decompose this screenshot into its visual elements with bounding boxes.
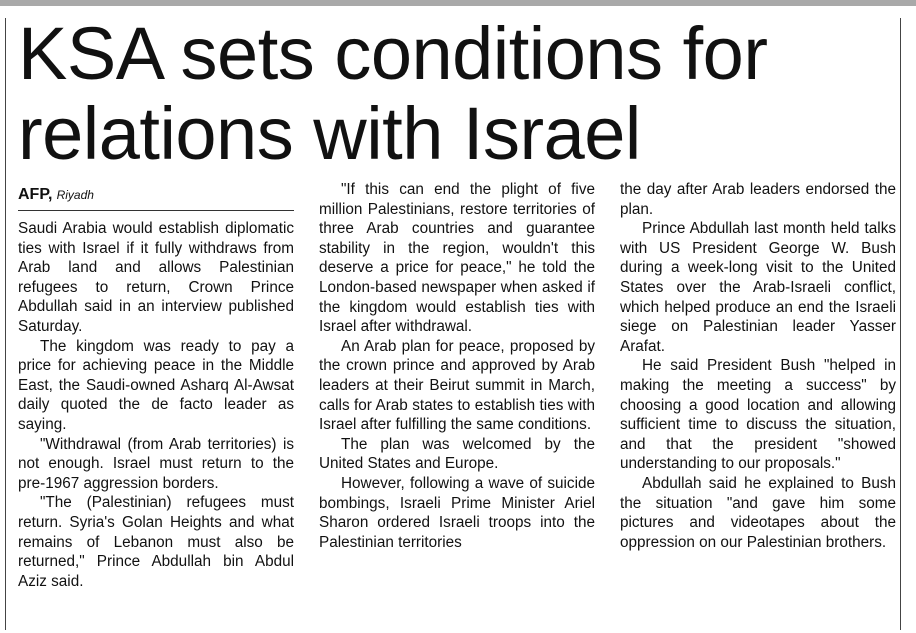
byline-place: Riyadh	[56, 188, 94, 202]
top-rule	[0, 0, 916, 6]
paragraph: He said President Bush "helped in making the meeting a success" by choosing a good location and allowing sufficient time to discuss the situation, and that the president "showed understanding to our proposals."	[620, 357, 896, 473]
article-column-2	[319, 180, 595, 552]
byline-agency: AFP,	[18, 186, 53, 203]
paragraph: Abdullah said he explained to Bush the situation "and gave him some pictures and videotapes about the oppression on our Palestinian brothers.	[620, 474, 896, 551]
paragraph: the day after Arab leaders endorsed the plan.	[620, 181, 896, 218]
headline: KSA sets conditions for relations with Israel	[18, 12, 768, 175]
paragraph: "The (Palestinian) refugees must return. Syria's Golan Heights and what remains of Lebanon must also be returned," Prince Abdullah bin Abdul Aziz said.	[18, 494, 294, 590]
article-column-1	[18, 219, 294, 591]
left-column-rule	[5, 18, 6, 630]
paragraph: "Withdrawal (from Arab territories) is not enough. Israel must return to the pre-1967 aggression borders.	[18, 435, 294, 492]
byline-divider	[18, 210, 294, 211]
paragraph: The kingdom was ready to pay a price for achieving peace in the Middle East, the Saudi-owned Asharq Al-Awsat daily quoted the de facto leader as saying.	[18, 337, 294, 433]
paragraph: Saudi Arabia would establish diplomatic ties with Israel if it fully withdraws from Arab land and allows Palestinian refugees to return, Crown Prince Abdullah said in an interview published Saturday.	[18, 220, 294, 335]
paragraph: Prince Abdullah last month held talks with US President George W. Bush during a week-long visit to the United States over the Arab-Israeli conflict, which helped produce an end the Israeli siege on Palestinian leader Yasser Arafat.	[620, 220, 896, 355]
paragraph: The plan was welcomed by the United States and Europe.	[319, 435, 595, 473]
paragraph: However, following a wave of suicide bombings, Israeli Prime Minister Ariel Sharon ordered Israeli troops into the Palestinian territories	[319, 474, 595, 551]
paragraph: An Arab plan for peace, proposed by the crown prince and approved by Arab leaders at their Beirut summit in March, calls for Arab states to establish ties with Israel after fulfilling the same conditions.	[319, 337, 595, 434]
article-column-3	[620, 180, 896, 552]
paragraph: "If this can end the plight of five million Palestinians, restore territories of three Arab countries and guarantee stability in the region, wouldn't this deserve a price for peace," he told the London-based newspaper when asked if the kingdom would establish ties with Israel after withdrawal.	[319, 181, 595, 336]
right-column-rule	[900, 18, 901, 630]
byline	[18, 186, 294, 204]
